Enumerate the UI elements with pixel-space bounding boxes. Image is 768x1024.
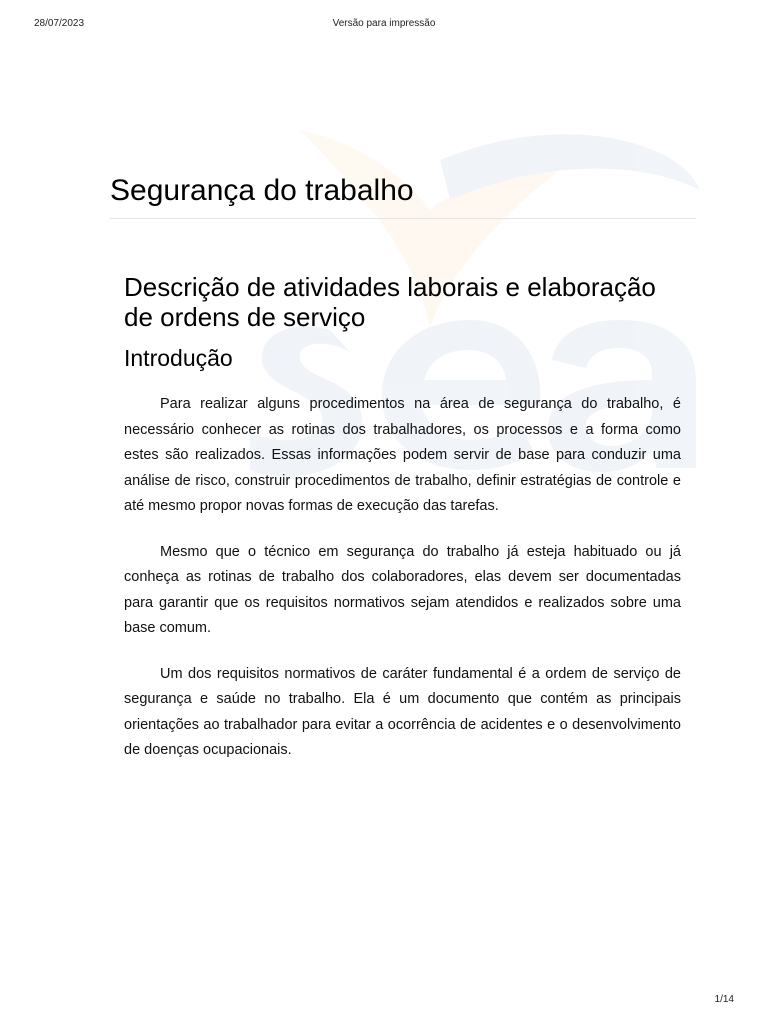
paragraph: Para realizar alguns procedimentos na área de segurança do trabalho, é necessário conhecer as rotinas dos trabalhadores, os processos e a forma como estes são realizados. Essas informações podem servir de base para conduzir uma análise de risco, construir procedimentos de trabalho, definir estratégias de controle e até mesmo propor novas formas de execução das tarefas. — [124, 396, 681, 514]
paragraph: Um dos requisitos normativos de caráter fundamental é a ordem de serviço de segurança e saúde no trabalho. Ela é um documento que contém as principais orientações ao trabalhador para evitar a ocorrência de acidentes e o desenvolvimento de doenças ocupacionais. — [124, 665, 681, 758]
print-version-label: Versão para impressão — [332, 18, 436, 29]
section-title: Descrição de atividades laborais e elaboração de ordens de serviço — [124, 272, 656, 332]
print-date: 28/07/2023 — [34, 18, 85, 29]
paragraph: Mesmo que o técnico em segurança do trabalho já esteja habituado ou já conheça as rotinas de trabalho dos colaboradores, elas devem ser documentadas para garantir que os requisitos normativos sejam atendidos e realizados sobre uma base comum. — [124, 543, 681, 636]
page-title: Segurança do trabalho — [110, 174, 414, 207]
title-divider — [110, 218, 696, 219]
page-number: 1/14 — [714, 994, 734, 1005]
print-header — [0, 18, 768, 32]
document-content — [124, 272, 681, 784]
subsection-title: Introdução — [124, 345, 233, 371]
